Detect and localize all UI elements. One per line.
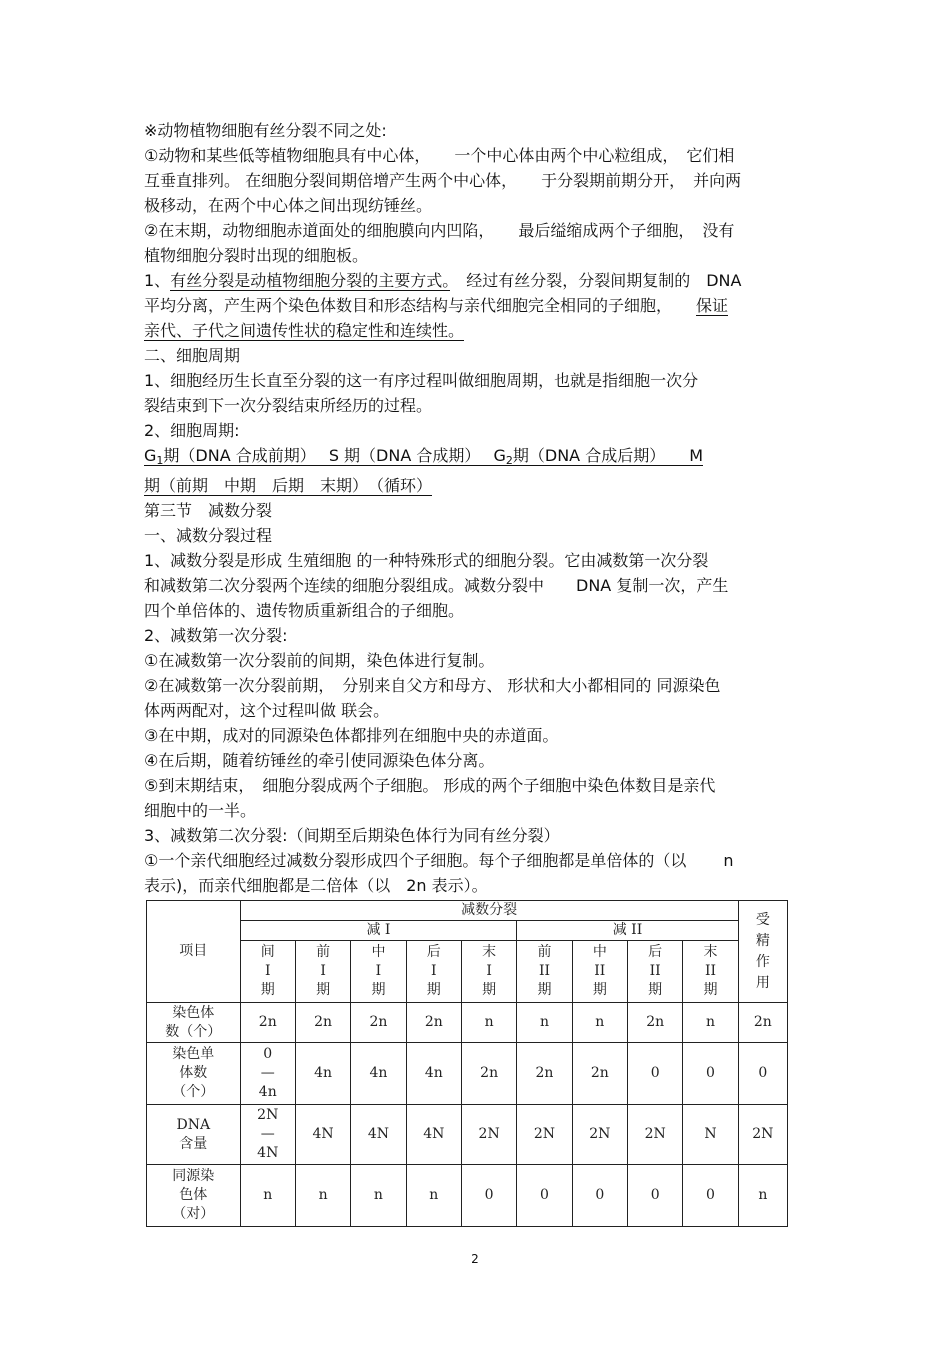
table-cell: 2N: [517, 1105, 572, 1165]
text-line: ②在末期，动物细胞赤道面处的细胞膜向内凹陷， 最后缢缩成两个子细胞， 没有: [144, 221, 735, 240]
text-line: ⑤到末期结束， 细胞分裂成两个子细胞。 形成的两个子细胞中染色体数目是亲代: [144, 776, 716, 795]
mitosis-point-1-line2: [144, 293, 808, 318]
table-cell: 2N: [461, 1105, 516, 1165]
table-cell: 2n: [295, 1003, 350, 1043]
table-cell: 0: [572, 1165, 627, 1227]
table-row: [147, 1105, 788, 1165]
text-line: 互垂直排列。 在细胞分裂间期倍增产生两个中心体， 于分裂期前期分开， 并向两: [144, 171, 742, 190]
table-cell: 4n: [295, 1043, 350, 1105]
header-meiosis-2: 减 II: [517, 921, 738, 941]
header-fertilization: 受 精 作 用: [738, 901, 787, 1003]
text-line: 2、细胞周期:: [144, 421, 240, 440]
table-cell: 4n: [351, 1043, 406, 1105]
text-line: 极移动，在两个中心体之间出现纺锤丝。: [144, 196, 433, 215]
text-line: ①在减数第一次分裂前的间期，染色体进行复制。: [144, 651, 495, 670]
table-cell: 2n: [738, 1003, 787, 1043]
table-cell: n: [351, 1165, 406, 1227]
section-title: 第三节 减数分裂: [144, 501, 273, 520]
table-cell: 4N: [351, 1105, 406, 1165]
row-label: 同源染 色体 （对）: [147, 1165, 241, 1227]
text-line: 细胞中的一半。: [144, 801, 257, 820]
table-cell: n: [295, 1165, 350, 1227]
text-line: 和减数第二次分裂两个连续的细胞分裂组成。减数分裂中 DNA 复制一次，产生: [144, 576, 729, 595]
row-label: DNA 含量: [147, 1105, 241, 1165]
table-cell: 2n: [461, 1043, 516, 1105]
text-line: ①动物和某些低等植物细胞具有中心体， 一个中心体由两个中心粒组成， 它们相: [144, 146, 735, 165]
text-line: 1、细胞经历生长直至分裂的这一有序过程叫做细胞周期，也就是指细胞一次分: [144, 371, 699, 390]
phase-header: 末 I 期: [461, 941, 516, 1003]
text: 经过有丝分裂，分裂间期复制的 DNA: [450, 271, 742, 290]
table-cell: 0: [627, 1043, 682, 1105]
table-cell: 2n: [240, 1003, 295, 1043]
phase-header: 前 I 期: [295, 941, 350, 1003]
phase-header: 前 II 期: [517, 941, 572, 1003]
phase-header: 中 II 期: [572, 941, 627, 1003]
cycle-text: 期（前期 中期 后期 末期） （循环）: [144, 476, 433, 495]
text-line: 3、减数第二次分裂:（间期至后期染色体行为同有丝分裂）: [144, 826, 560, 845]
table-cell: 0: [627, 1165, 682, 1227]
section-title: 二、细胞周期: [144, 346, 241, 365]
cell-cycle-line: [144, 443, 808, 473]
phase-header: 中 I 期: [351, 941, 406, 1003]
table-cell: 0 — 4n: [240, 1043, 295, 1105]
table-cell: 2N — 4N: [240, 1105, 295, 1165]
table-cell: 2N: [738, 1105, 787, 1165]
text-line: 2、减数第一次分裂:: [144, 626, 288, 645]
table-cell: 4N: [406, 1105, 461, 1165]
table-cell: n: [572, 1003, 627, 1043]
text-line: 四个单倍体的、遗传物质重新组合的子细胞。: [144, 601, 465, 620]
header-meiosis-1: 减 I: [240, 921, 517, 941]
table-cell: 0: [517, 1165, 572, 1227]
text-line: 体两两配对，这个过程叫做 联会。: [144, 701, 390, 720]
table-cell: n: [738, 1165, 787, 1227]
table-cell: n: [461, 1003, 516, 1043]
mitosis-point-1: [144, 268, 808, 293]
text-line: ④在后期，随着纺锤丝的牵引使同源染色体分离。: [144, 751, 495, 770]
subsection-title: 一、减数分裂过程: [144, 526, 273, 545]
phase-header: 末 II 期: [683, 941, 738, 1003]
table-cell: 2n: [627, 1003, 682, 1043]
table-row: [147, 1165, 788, 1227]
row-label: 染色体 数（个）: [147, 1003, 241, 1043]
table-cell: 4n: [406, 1043, 461, 1105]
table-cell: n: [683, 1003, 738, 1043]
table-cell: 0: [738, 1043, 787, 1105]
text-line: 表示)，而亲代细胞都是二倍体（以 2n 表示）。: [144, 876, 488, 895]
table-cell: 2n: [406, 1003, 461, 1043]
table-cell: 0: [683, 1043, 738, 1105]
text: 平均分离，产生两个染色体数目和形态结构与亲代细胞完全相同的子细胞，: [144, 296, 697, 315]
underlined-text: 保证: [696, 296, 729, 315]
table-cell: 2n: [351, 1003, 406, 1043]
header-meiosis: 减数分裂: [240, 901, 738, 921]
underlined-text: 亲代、子代之间遗传性状的稳定性和连续性。: [144, 321, 465, 340]
table-cell: 0: [461, 1165, 516, 1227]
table-cell: 4N: [295, 1105, 350, 1165]
table-cell: 2N: [572, 1105, 627, 1165]
text-line: 植物细胞分裂时出现的细胞板。: [144, 246, 369, 265]
table-cell: 2N: [627, 1105, 682, 1165]
table-row: [147, 1003, 788, 1043]
text-line: 裂结束到下一次分裂结束所经历的过程。: [144, 396, 433, 415]
prefix: 1、: [144, 271, 171, 290]
table-cell: n: [240, 1165, 295, 1227]
page-number: 2: [471, 1252, 479, 1266]
table-cell: N: [683, 1105, 738, 1165]
table-cell: 2n: [572, 1043, 627, 1105]
phase-header: 间 I 期: [240, 941, 295, 1003]
text-line: ①一个亲代细胞经过减数分裂形成四个子细胞。每个子细胞都是单倍体的（以 n: [144, 851, 734, 870]
meiosis-text: [144, 548, 808, 898]
text-line: 1、减数分裂是形成 生殖细胞 的一种特殊形式的细胞分裂。它由减数第一次分裂: [144, 551, 709, 570]
meiosis-table: [146, 900, 788, 1227]
table-cell: n: [517, 1003, 572, 1043]
document-body: [144, 118, 808, 898]
text-line: ③在中期，成对的同源染色体都排列在细胞中央的赤道面。: [144, 726, 559, 745]
text-line: ※动物植物细胞有丝分裂不同之处:: [144, 121, 387, 140]
text-line: ②在减数第一次分裂前期， 分别来自父方和母方、 形状和大小都相同的 同源染色: [144, 676, 721, 695]
table-row: [147, 1043, 788, 1105]
header-item: 项目: [147, 901, 241, 1003]
mitosis-point-1-line3: [144, 318, 808, 343]
underlined-text: 有丝分裂是动植物细胞分裂的主要方式。: [170, 271, 451, 290]
table-cell: n: [406, 1165, 461, 1227]
table-cell: 0: [683, 1165, 738, 1227]
phase-header: 后 I 期: [406, 941, 461, 1003]
table-cell: 2n: [517, 1043, 572, 1105]
phase-header: 后 II 期: [627, 941, 682, 1003]
row-label: 染色单 体数 （个）: [147, 1043, 241, 1105]
cycle-text: $G_1$期（DNA 合成前期） S 期（DNA 合成期） $G_2$期（DNA 合成后期） M: [144, 446, 704, 467]
cell-cycle-line2: [144, 473, 808, 498]
